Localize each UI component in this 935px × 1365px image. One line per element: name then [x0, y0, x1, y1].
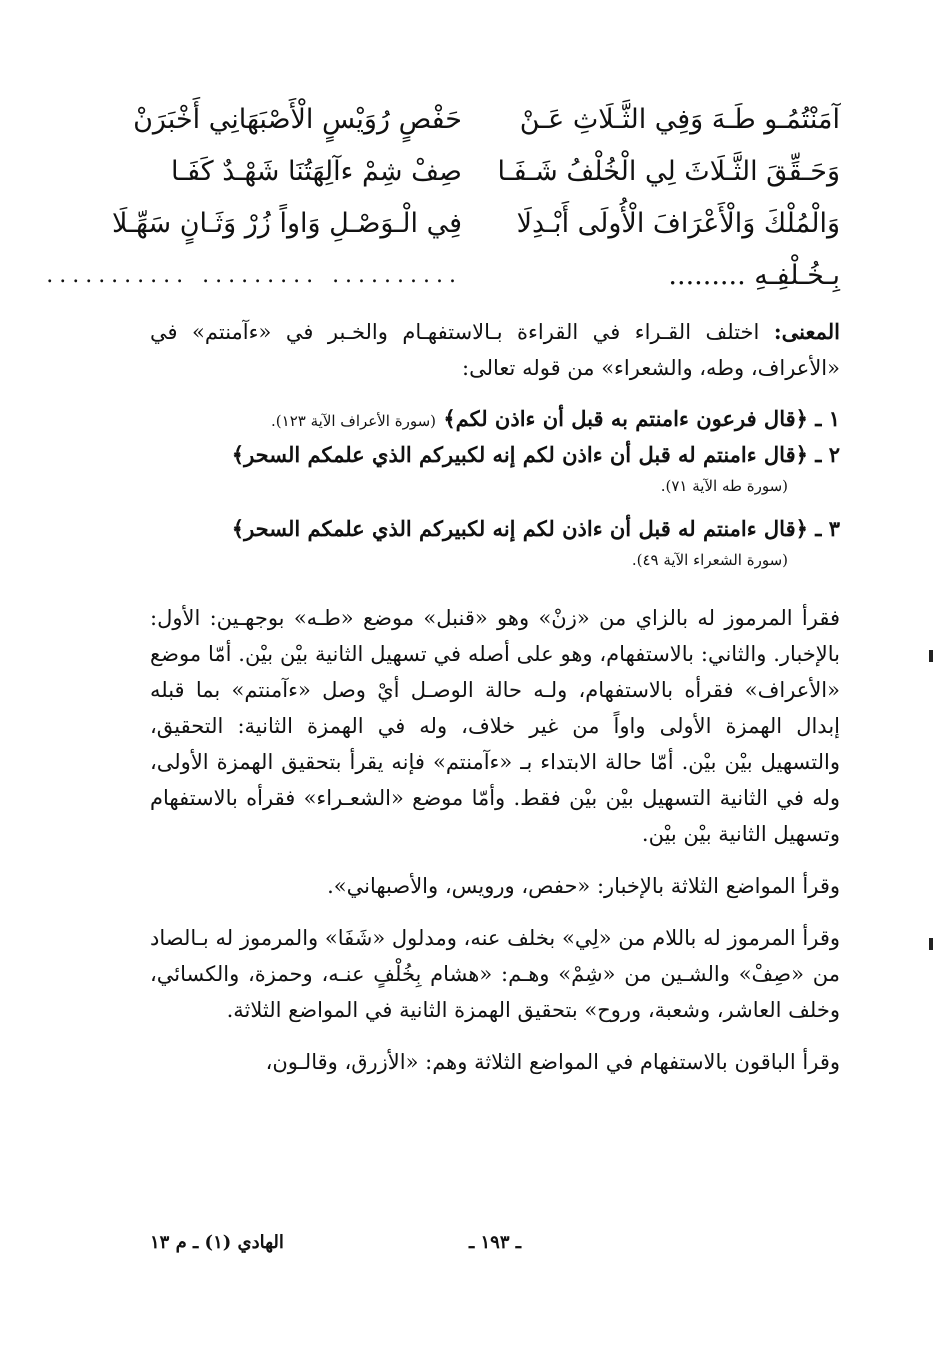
margin-mark	[929, 650, 933, 662]
poem-verse	[150, 148, 840, 200]
ayah-item	[150, 402, 840, 438]
ayah-item	[150, 438, 840, 472]
ayah-text: ﴿قال ءامنتم له قبل أن ءاذن لكم إنه لكبيركم الذي علمكم السحر﴾	[231, 442, 808, 467]
ayah-item	[150, 512, 840, 546]
page-footer	[150, 1232, 840, 1262]
book-signature: الهادي (١) ـ م ١٣	[150, 1232, 284, 1253]
meaning-label: المعنى:	[773, 319, 840, 344]
ayah-reference: (سورة الأعراف الآية ١٢٣).	[271, 412, 437, 430]
page-number: ـ ١٩٣ ـ	[468, 1232, 522, 1253]
commentary-paragraph: وقرأ المواضع الثلاثة بالإخبار: «حفص، ورويس، والأصبهاني».	[327, 874, 840, 898]
verse-first-hemistich: وَحَـقِّقَ الثَّـلَاثَ لِي الْخُلْفُ شَـفَـا	[497, 156, 840, 187]
ayah-number: ٢ ـ	[815, 442, 840, 467]
commentary-paragraph: وقرأ المرموز له باللام من «لِي» بخلف عنه، ومدلول «شَفَا» والمرموز له بـالصاد من «صِفْ» والشـين من «شِمْ» وهـم: «هشام بِخُلْفٍ عنـه، وحمزة، والكسائي، وخلف العاشر، وشعبة، وروح» بتحقيق الهمزة الثانية في المواضع الثلاثة.	[150, 926, 840, 1022]
verse-first-hemistich: بِـخُـلْفِـهِ .........	[668, 260, 840, 291]
poem-verse	[133, 96, 840, 148]
verse-second-hemistich: صِفْ شِمْ ءآلِهَتُنَا شَهْـدٌ كَفَـا	[171, 156, 462, 187]
ayah-reference: (سورة طه الآية ٧١).	[660, 477, 788, 495]
verse-first-hemistich: آمَنْتُمُـو طَـهَ وَفِي الثَّـلَاثِ عَـنْ	[519, 104, 840, 135]
ayah-number: ١ ـ	[815, 406, 840, 431]
meaning-paragraph	[150, 314, 840, 386]
verse-second-hemistich: حَفْصٍ رُوَيْسٍ الْأَصْبَهَانِي أَخْبَرَنْ	[133, 104, 462, 135]
meaning-text: اختلف القـراء في القراءة بـالاستفهـام والخـبر في «ءآمنتم» في «الأعراف، وطه، والشعراء» من قوله تعالى:	[150, 320, 840, 380]
poem-verse	[46, 252, 840, 304]
commentary-body	[150, 314, 840, 1096]
poem-verse	[112, 200, 840, 252]
verse-second-hemistich: فِي الْـوَصْـلِ وَاواً زُرْ وَثَـانٍ سَهِّـلَا	[112, 208, 462, 239]
commentary-paragraph: وقرأ الباقون بالاستفهام في المواضع الثلاثة وهم: «الأزرق، وقالـون،	[265, 1050, 840, 1074]
ayah-reference: (سورة الشعراء الآية ٤٩).	[631, 551, 788, 569]
verse-first-hemistich: وَالْمُلْكَ وَالْأَعْرَافَ الْأُولَى أَبْـدِلَا	[516, 208, 840, 239]
poem-block	[46, 96, 840, 304]
verse-ellipsis: .......... ......... ...........	[46, 263, 462, 288]
ayah-number: ٣ ـ	[815, 516, 840, 541]
commentary-paragraph: فقرأ المرموز له بالزاي من «زنْ» وهو «قنبل» موضع «طـه» بوجهـين: الأول: بالإخبار. والثاني: بالاستفهام، وهو على أصله في تسهيل الثانية بيْن بيْن. أمّا موضع «الأعراف» فقرأه بالاستفهام، ولـه حالة الوصـل أيْ وصل «ءآمنتم» بما قبله إبدال الهمزة الأولى واواً من غير خلاف، وله في الهمزة الثانية: التحقيق، والتسهيل بيْن بيْن. أمّا حالة الابتداء بـ «ءآمنتم» فإنه يقرأ بتحقيق الهمزة الأولى، وله في الثانية التسهيل بيْن بيْن فقط. وأمّا موضع «الشعـراء» فقرأه بالاستفهام وتسهيل الثانية بيْن بيْن.	[150, 606, 840, 846]
margin-mark	[929, 938, 933, 950]
ayah-text: ﴿قال ءامنتم له قبل أن ءاذن لكم إنه لكبيركم الذي علمكم السحر﴾	[231, 516, 808, 541]
ayah-text: ﴿قال فرعون ءامنتم به قبل أن ءاذن لكم﴾	[443, 406, 808, 431]
